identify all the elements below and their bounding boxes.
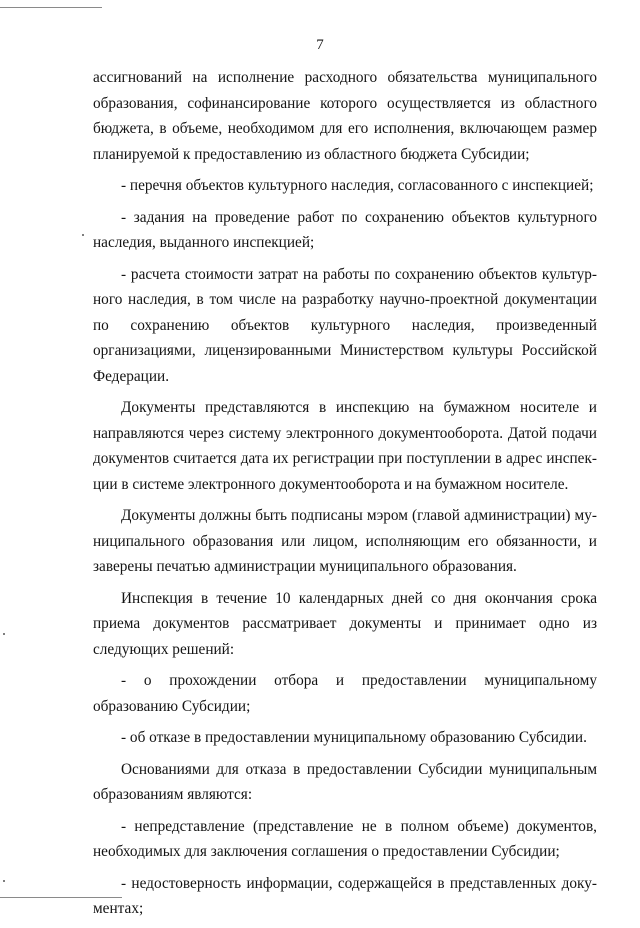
scan-speck	[3, 633, 5, 635]
scan-edge-line-bottom	[0, 897, 122, 898]
paragraph-document-submission: Документы представляются в инспекцию на бумажном носителе и направляются через систему электронного документооборота. Датой подачи документов считается дата их регистрации при поступлении в адрес инспекции в системе электронного документооборота и на бумажном носителе.	[93, 399, 597, 493]
scan-speck	[3, 880, 5, 882]
paragraph-refusal-grounds: Основаниями для отказа в предоставлении Субсидии муниципальным образованиям являются:	[93, 760, 597, 803]
scan-edge-line-top	[0, 7, 102, 8]
list-item-work-assignment: - задания на проведение работ по сохранению объектов культурного наследия, выданного инспекцией;	[93, 208, 597, 251]
list-item-unreliable-information: - недостоверность информации, содержащейся в представленных документах;	[93, 874, 597, 917]
list-item-decision-refuse: - об отказе в предоставлении муниципальному образованию Субсидии.	[121, 729, 587, 746]
list-item-cost-calculation: - расчета стоимости затрат на работы по сохранению объектов культурного наследия, в том числе на разработку научно-проектной документации по сохранению объектов культурного наследия, произведенный организациями, лицензированными Министерством культуры Российской Федерации.	[93, 265, 597, 385]
list-item-incomplete-documents: - непредставление (представление не в полном объеме) документов, необходимых для заключения соглашения о предоставлении Субсидии;	[93, 817, 597, 860]
paragraph-document-signing: Документы должны быть подписаны мэром (главой администрации) муниципального образования или лицом, исполняющим его обязанности, и заверены печатью администрации муниципального образования.	[93, 507, 597, 575]
paragraph-continuation: ассигнований на исполнение расходного обязательства муниципального образования, софинансирование которого осуществляется из областного бюджета, в объеме, необходимом для его исполнения, включающем размер планируемой к предоставлению из областного бюджета Субсидии;	[93, 69, 597, 163]
scan-speck	[82, 234, 84, 236]
list-item-object-list: - перечня объектов культурного наследия, согласованного с инспекцией;	[121, 177, 594, 194]
document-body	[93, 65, 597, 928]
page-number: 7	[316, 37, 324, 53]
list-item-decision-approve: - о прохождении отбора и предоставлении муниципальному образованию Субсидии;	[93, 672, 597, 715]
paragraph-inspection-review: Инспекция в течение 10 календарных дней со дня окончания срока приема документов рассматривает документы и принимает одно из следующих решений:	[93, 589, 597, 658]
